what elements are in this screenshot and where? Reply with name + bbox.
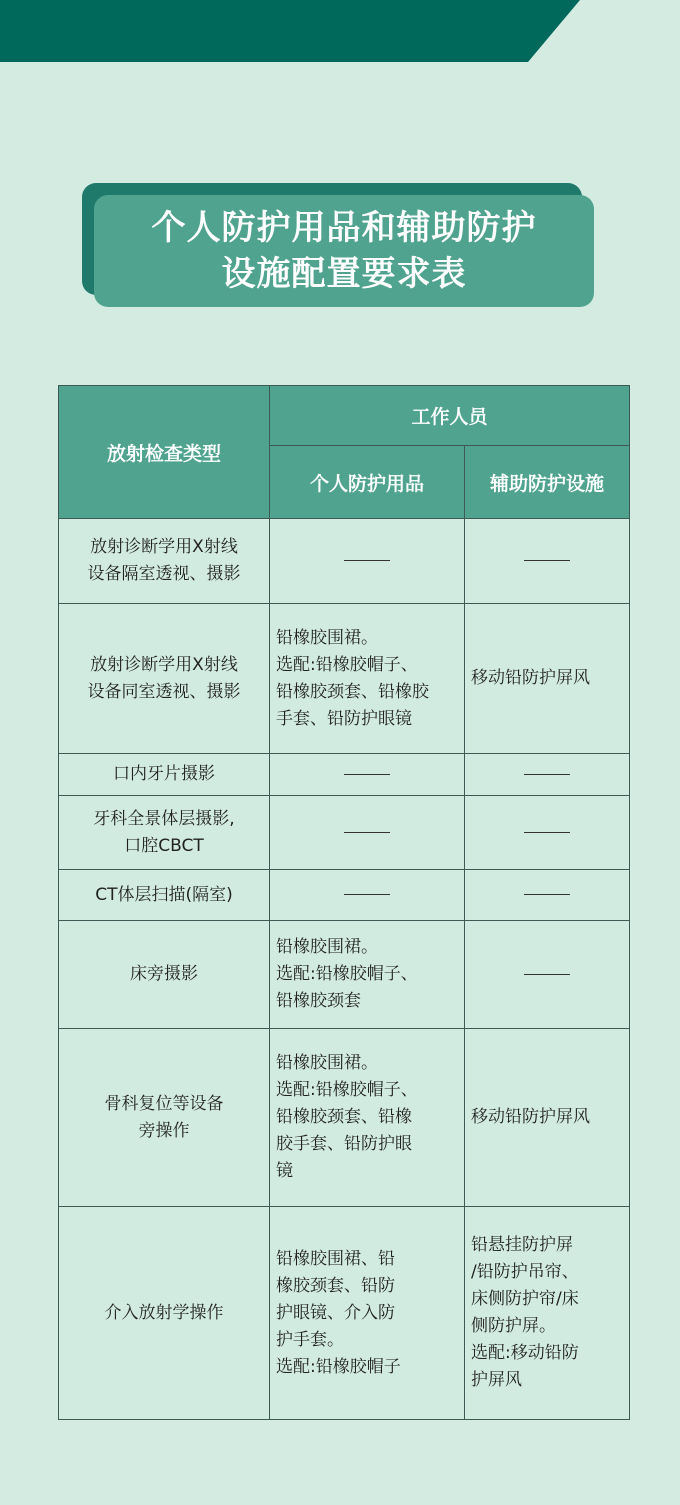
cell-ppe-line: 铅橡胶颈套、铅橡胶 xyxy=(276,681,429,702)
cell-aux-line: 选配:移动铅防 xyxy=(471,1343,579,1363)
cell-ppe-line: 橡胶颈套、铅防 xyxy=(276,1275,395,1296)
cell-ppe-line: 选配:铅橡胶帽子、 xyxy=(276,964,418,984)
cell-aux xyxy=(465,870,630,921)
cell-ppe xyxy=(270,870,465,921)
header-staff: 工作人员 xyxy=(270,386,630,446)
cell-ppe xyxy=(270,796,465,870)
cell-ppe-line: 手套、铅防护眼镜 xyxy=(276,708,412,729)
cell-aux xyxy=(465,519,630,604)
cell-aux-line: 护屏风 xyxy=(471,1370,522,1390)
cell-exam-type xyxy=(59,754,270,796)
cell-aux xyxy=(465,1207,630,1420)
cell-exam-type xyxy=(59,604,270,754)
cell-aux-line: 侧防护屏。 xyxy=(471,1316,556,1336)
cell-exam-type xyxy=(59,870,270,921)
cell-ppe-line: 铅橡胶颈套 xyxy=(276,991,361,1011)
top-banner xyxy=(0,0,580,62)
cell-ppe xyxy=(270,604,465,754)
table-row xyxy=(59,604,630,754)
cell-exam-type-line: 旁操作 xyxy=(138,1120,190,1141)
cell-ppe-line: 护手套。 xyxy=(276,1329,344,1350)
cell-ppe xyxy=(270,519,465,604)
cell-aux-line: 床侧防护帘/床 xyxy=(471,1289,579,1309)
cell-ppe-line: 铅橡胶围裙、铅 xyxy=(276,1248,395,1269)
empty-dash xyxy=(524,560,570,561)
cell-exam-type xyxy=(59,921,270,1029)
table-row xyxy=(59,1029,630,1207)
cell-ppe-line: 镜 xyxy=(276,1161,293,1181)
cell-ppe-line: 胶手套、铅防护眼 xyxy=(276,1134,412,1154)
cell-exam-type-line: 口内牙片摄影 xyxy=(113,764,215,784)
cell-aux xyxy=(465,754,630,796)
cell-ppe xyxy=(270,1029,465,1207)
empty-dash xyxy=(344,560,390,561)
header-ppe: 个人防护用品 xyxy=(270,446,465,519)
cell-exam-type-line: 介入放射学操作 xyxy=(104,1302,224,1323)
empty-dash xyxy=(524,974,570,975)
table-row xyxy=(59,796,630,870)
cell-ppe xyxy=(270,754,465,796)
table-row xyxy=(59,921,630,1029)
title-box xyxy=(94,195,594,307)
cell-exam-type-line: 骨科复位等设备 xyxy=(104,1093,224,1114)
cell-ppe-line: 铅橡胶颈套、铅橡 xyxy=(276,1107,412,1127)
cell-ppe-line: 铅橡胶围裙。 xyxy=(276,937,378,957)
cell-ppe-line: 选配:铅橡胶帽子 xyxy=(276,1356,401,1377)
cell-exam-type-line: CT体层扫描(隔室) xyxy=(95,884,233,905)
cell-exam-type xyxy=(59,519,270,604)
table-row xyxy=(59,870,630,921)
header-aux: 辅助防护设施 xyxy=(465,446,630,519)
cell-exam-type-line: 床旁摄影 xyxy=(130,964,198,984)
cell-exam-type xyxy=(59,1207,270,1420)
cell-exam-type-line: 牙科全景体层摄影, xyxy=(93,808,235,829)
title-line-2: 设施配置要求表 xyxy=(221,254,467,294)
cell-exam-type-line: 设备同室透视、摄影 xyxy=(87,681,241,702)
empty-dash xyxy=(524,774,570,775)
cell-exam-type-line: 设备隔室透视、摄影 xyxy=(87,564,241,584)
cell-aux-line: 移动铅防护屏风 xyxy=(471,1107,590,1127)
empty-dash xyxy=(344,894,390,895)
cell-ppe xyxy=(270,921,465,1029)
title-line-1: 个人防护用品和辅助防护 xyxy=(151,208,537,248)
cell-aux-line: 移动铅防护屏风 xyxy=(471,668,590,688)
table-row xyxy=(59,519,630,604)
cell-ppe-line: 选配:铅橡胶帽子、 xyxy=(276,1080,418,1100)
cell-exam-type xyxy=(59,796,270,870)
empty-dash xyxy=(524,832,570,833)
cell-aux-line: /铅防护吊帘、 xyxy=(471,1262,579,1282)
cell-aux xyxy=(465,1029,630,1207)
cell-exam-type-line: 放射诊断学用X射线 xyxy=(90,537,238,557)
table-row xyxy=(59,754,630,796)
cell-ppe xyxy=(270,1207,465,1420)
cell-exam-type-line: 放射诊断学用X射线 xyxy=(90,654,238,675)
cell-exam-type xyxy=(59,1029,270,1207)
cell-ppe-line: 选配:铅橡胶帽子、 xyxy=(276,654,418,675)
cell-aux xyxy=(465,796,630,870)
table-row xyxy=(59,1207,630,1420)
cell-ppe-line: 铅橡胶围裙。 xyxy=(276,627,378,648)
cell-exam-type-line: 口腔CBCT xyxy=(124,835,204,856)
empty-dash xyxy=(524,894,570,895)
protection-table xyxy=(58,385,630,1420)
cell-aux xyxy=(465,921,630,1029)
cell-aux-line: 铅悬挂防护屏 xyxy=(471,1235,573,1255)
empty-dash xyxy=(344,774,390,775)
cell-aux xyxy=(465,604,630,754)
header-exam-type: 放射检查类型 xyxy=(59,386,270,519)
empty-dash xyxy=(344,832,390,833)
cell-ppe-line: 铅橡胶围裙。 xyxy=(276,1053,378,1073)
cell-ppe-line: 护眼镜、介入防 xyxy=(276,1302,395,1323)
